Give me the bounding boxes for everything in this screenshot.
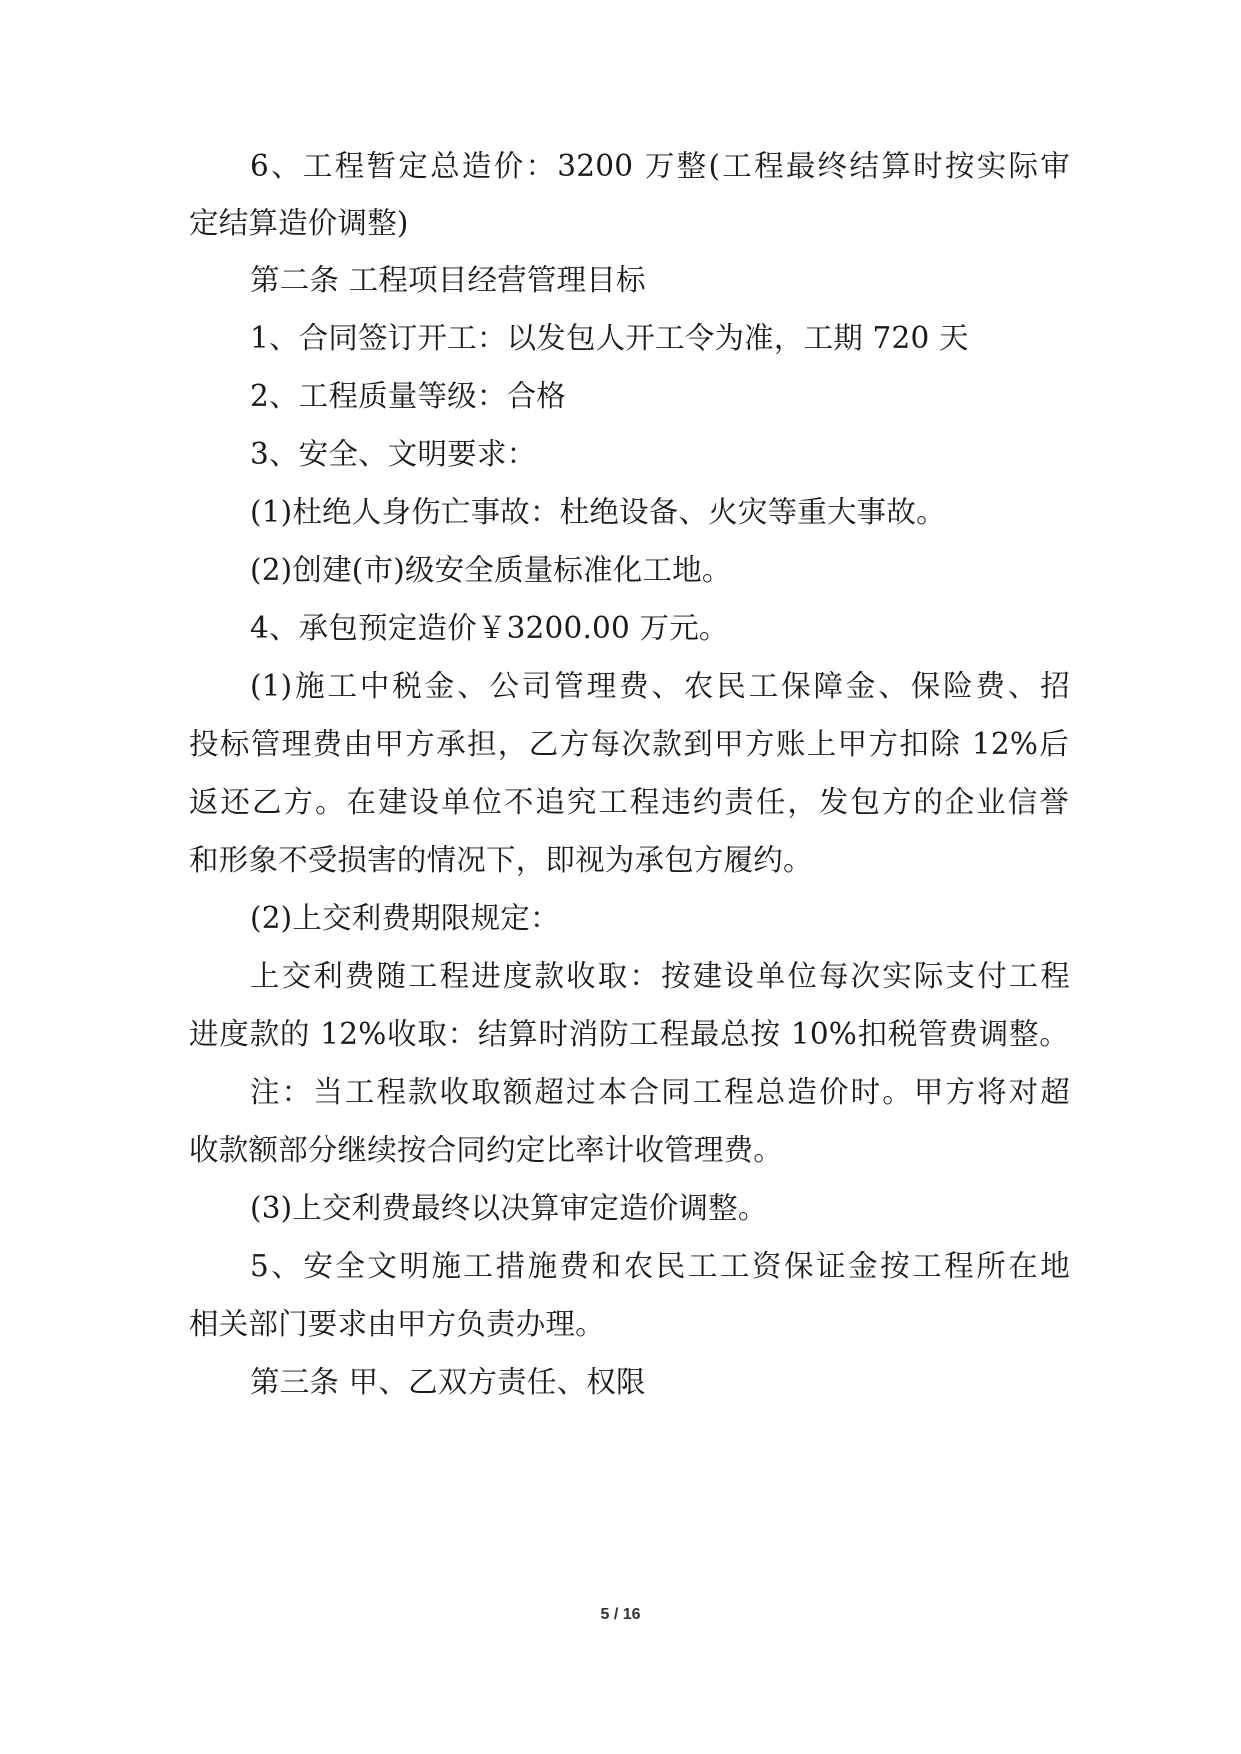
paragraph-line: 返还乙方。在建设单位不追究工程违约责任，发包方的企业信誉 [189,785,1069,819]
paragraph-line: 投标管理费由甲方承担，乙方每次款到甲方账上甲方扣除 12%后 [189,727,1069,761]
paragraph-line: 进度款的 12%收取：结算时消防工程最总按 10%扣税管费调整。 [189,1017,1069,1051]
paragraph-line: 收款额部分继续按合同约定比率计收管理费。 [189,1133,784,1167]
paragraph-line: 6、工程暂定总造价：3200 万整(工程最终结算时按实际审 [250,149,1070,183]
section-heading: 第三条 甲、乙双方责任、权限 [250,1365,646,1399]
paragraph-line: (2)上交利费期限规定： [250,901,560,935]
paragraph-line: (3)上交利费最终以决算审定造价调整。 [250,1191,768,1225]
paragraph-line: 定结算造价调整) [189,206,409,240]
paragraph-line: 相关部门要求由甲方负责办理。 [189,1307,605,1341]
paragraph-line: 上交利费随工程进度款收取：按建设单位每次实际支付工程 [250,959,1070,993]
paragraph-line: 5、安全文明施工措施费和农民工工资保证金按工程所在地 [250,1249,1070,1283]
paragraph-line: (1)杜绝人身伤亡事故：杜绝设备、火灾等重大事故。 [250,495,946,529]
paragraph-line: 注：当工程款收取额超过本合同工程总造价时。甲方将对超 [250,1075,1070,1109]
paragraph-line: 和形象不受损害的情况下，即视为承包方履约。 [189,843,813,877]
paragraph-line: 1、合同签订开工：以发包人开工令为准，工期 720 天 [250,321,969,355]
paragraph-line: 4、承包预定造价￥3200.00 万元。 [250,611,729,645]
paragraph-line: (1)施工中税金、公司管理费、农民工保障金、保险费、招 [250,669,1070,703]
paragraph-line: 3、安全、文明要求： [250,437,537,471]
page-number: 5 / 16 [600,1606,641,1623]
paragraph-line: 2、工程质量等级：合格 [250,379,566,413]
section-heading: 第二条 工程项目经营管理目标 [250,263,646,297]
paragraph-line: (2)创建(市)级安全质量标准化工地。 [250,553,732,587]
